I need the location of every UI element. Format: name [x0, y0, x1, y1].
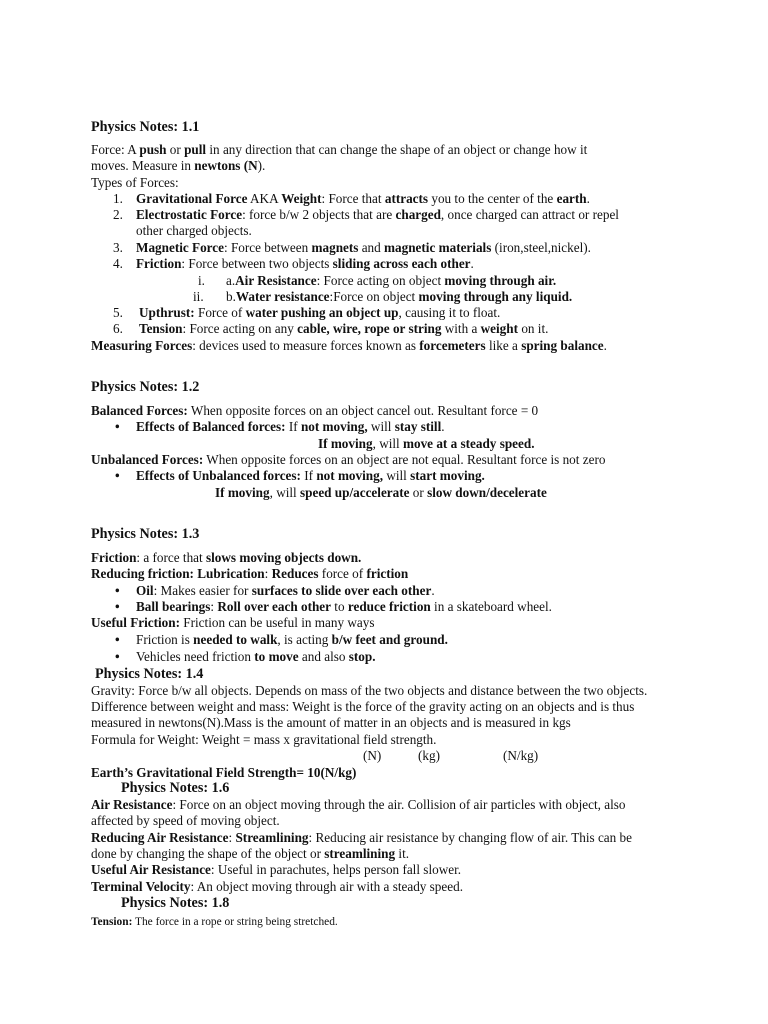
force-definition-cont: moves. Measure in newtons (N). — [91, 158, 266, 173]
heading-1-1: Physics Notes: 1.1 — [91, 119, 200, 135]
unbalanced-effects: Effects of Unbalanced forces: If not moving, will start moving. — [136, 468, 485, 483]
list-item-electrostatic-cont: other charged objects. — [136, 223, 252, 238]
air-resistance: Air Resistance: Force on an object moving through the air. Collision of air particles with object, also — [91, 797, 626, 812]
heading-1-2: Physics Notes: 1.2 — [91, 379, 200, 395]
list-item-number: 6. — [113, 321, 123, 336]
ball-bearings-item: Ball bearings: Roll over each other to reduce friction in a skateboard wheel. — [136, 599, 552, 614]
heading-1-6: Physics Notes: 1.6 — [121, 780, 230, 796]
list-item-magnetic: Magnetic Force: Force between magnets and magnetic materials (iron,steel,nickel). — [136, 240, 591, 255]
friction-definition: Friction: a force that slows moving objects down. — [91, 550, 362, 565]
weight-mass-difference-cont: measured in newtons(N).Mass is the amount of matter in an objects and is measured in kgs — [91, 715, 571, 730]
unbalanced-forces: Unbalanced Forces: When opposite forces on an object are not equal. Resultant force is not zero — [91, 452, 606, 467]
heading-1-4: Physics Notes: 1.4 — [95, 666, 204, 682]
list-item-number: 2. — [113, 207, 123, 222]
list-item-electrostatic: Electrostatic Force: force b/w 2 objects that are charged, once charged can attract or repel — [136, 207, 619, 222]
bullet: • — [115, 468, 120, 483]
sub-item-air-resistance: a.Air Resistance: Force acting on object moving through air. — [226, 273, 557, 288]
walking-item: Friction is needed to walk, is acting b/w feet and ground. — [136, 632, 448, 647]
heading-1-8: Physics Notes: 1.8 — [121, 895, 230, 911]
balanced-forces: Balanced Forces: When opposite forces on an object cancel out. Resultant force = 0 — [91, 403, 539, 418]
unbalanced-effects-moving: If moving, will speed up/accelerate or slow down/decelerate — [215, 485, 547, 500]
unit-newton: (N) — [363, 748, 382, 763]
sub-item-numeral: ii. — [193, 289, 204, 304]
weight-formula: Formula for Weight: Weight = mass x gravitational field strength. — [91, 732, 437, 747]
air-resistance-cont: affected by speed of moving object. — [91, 813, 280, 828]
useful-friction: Useful Friction: Friction can be useful in many ways — [91, 615, 375, 630]
weight-mass-difference: Difference between weight and mass: Weight is the force of the gravity acting on an objects and is thus — [91, 699, 635, 714]
gravity-definition: Gravity: Force b/w all objects. Depends on mass of the two objects and distance between the two objects. — [91, 683, 648, 698]
bullet: • — [115, 599, 120, 614]
heading-1-3: Physics Notes: 1.3 — [91, 526, 200, 542]
reducing-friction: Reducing friction: Lubrication: Reduces force of friction — [91, 566, 409, 581]
list-item-gravitational: Gravitational Force AKA Weight: Force that attracts you to the center of the earth. — [136, 191, 590, 206]
balanced-effects: Effects of Balanced forces: If not moving, will stay still. — [136, 419, 445, 434]
terminal-velocity: Terminal Velocity: An object moving through air with a steady speed. — [91, 879, 464, 894]
useful-air-resistance: Useful Air Resistance: Useful in parachutes, helps person fall slower. — [91, 862, 462, 877]
measuring-forces: Measuring Forces: devices used to measure forces known as forcemeters like a spring balance. — [91, 338, 607, 353]
earth-field-strength: Earth’s Gravitational Field Strength= 10(N/kg) — [91, 765, 357, 780]
bullet: • — [115, 583, 120, 598]
reducing-air-resistance: Reducing Air Resistance: Streamlining: Reducing air resistance by changing flow of air. This can be — [91, 830, 632, 845]
bullet: • — [115, 419, 120, 434]
list-item-upthrust: Upthrust: Force of water pushing an object up, causing it to float. — [139, 305, 501, 320]
oil-item: Oil: Makes easier for surfaces to slide over each other. — [136, 583, 435, 598]
list-item-number: 1. — [113, 191, 123, 206]
bullet: • — [115, 649, 120, 664]
bullet: • — [115, 632, 120, 647]
sub-item-numeral: i. — [198, 273, 205, 288]
unit-n-per-kg: (N/kg) — [503, 748, 539, 763]
unit-kg: (kg) — [418, 748, 440, 763]
list-item-tension: Tension: Force acting on any cable, wire, rope or string with a weight on it. — [139, 321, 549, 336]
list-item-number: 5. — [113, 305, 123, 320]
tension-definition: Tension: The force in a rope or string being stretched. — [91, 916, 338, 928]
sub-item-water-resistance: b.Water resistance:Force on object moving through any liquid. — [226, 289, 573, 304]
force-definition: Force: A push or pull in any direction that can change the shape of an object or change how it — [91, 142, 588, 157]
reducing-air-resistance-cont: done by changing the shape of the object or streamlining it. — [91, 846, 410, 861]
list-item-friction: Friction: Force between two objects sliding across each other. — [136, 256, 474, 271]
balanced-effects-moving: If moving, will move at a steady speed. — [318, 436, 535, 451]
vehicles-item: Vehicles need friction to move and also stop. — [136, 649, 376, 664]
list-item-number: 3. — [113, 240, 123, 255]
types-title: Types of Forces: — [91, 175, 179, 190]
list-item-number: 4. — [113, 256, 123, 271]
